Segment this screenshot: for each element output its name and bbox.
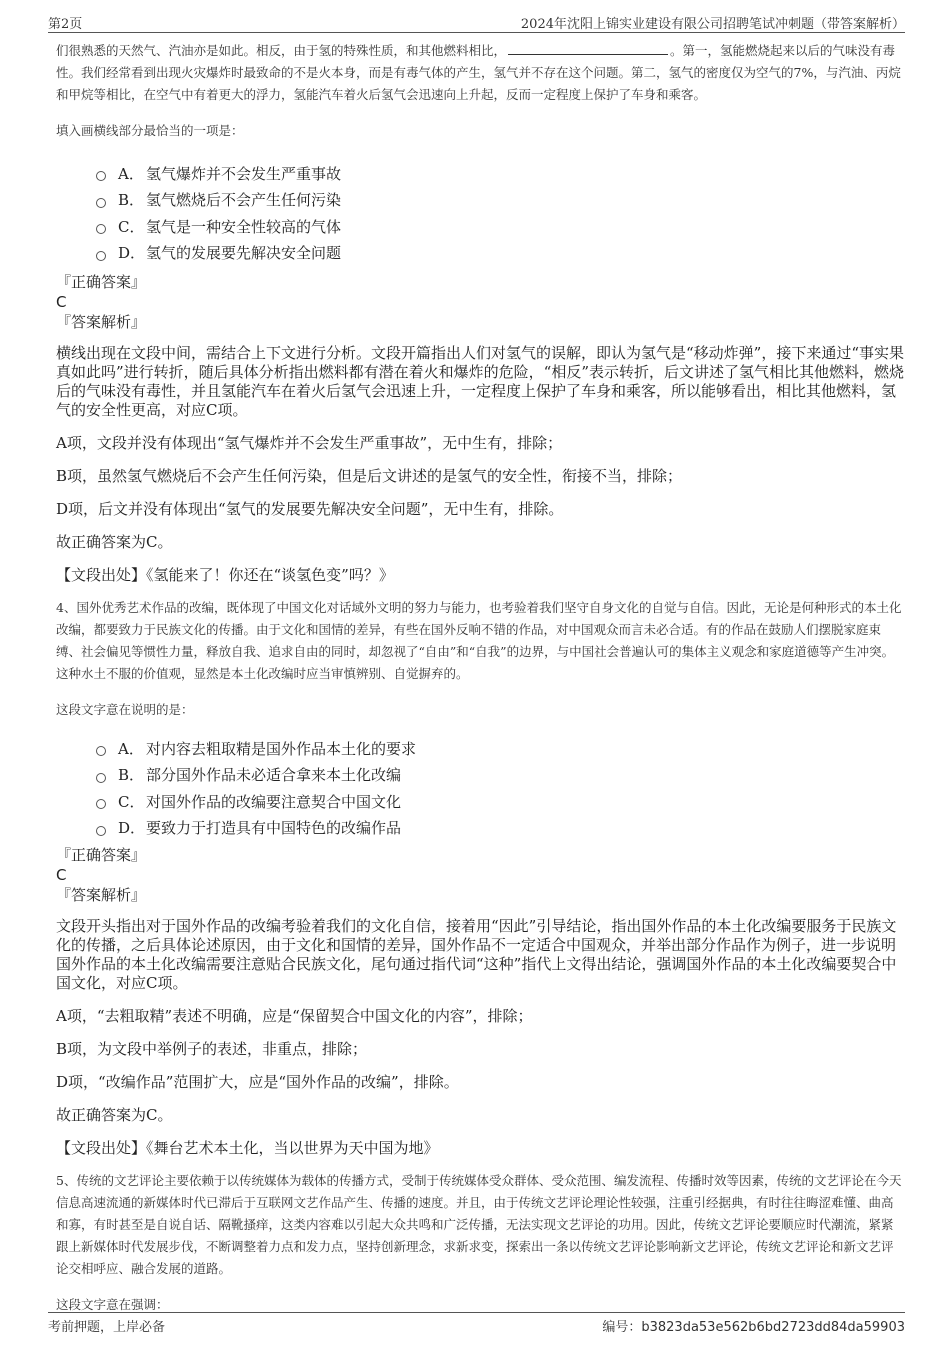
q3-analysis-label: 『答案解析』	[56, 313, 147, 331]
q4-option-c[interactable]: C． 对国外作品的改编要注意契合中国文化	[96, 788, 905, 815]
q4-option-a[interactable]: A． 对内容去粗取精是国外作品本土化的要求	[96, 735, 905, 762]
q4-conclusion: 故正确答案为C。	[56, 1106, 173, 1124]
main-content	[56, 40, 905, 1316]
q3-analysis-main: 横线出现在文段中间，需结合上下文进行分析。文段开篇指出人们对氢气的误解，即认为氢气是“移动炸弹”，接下来通过“事实果真如此吗”进行转折，随后具体分析指出燃料都有潜在着火和爆炸的危险，“相反”表示转折，后文讲述了氢气相比其他燃料，燃烧后的气味没有毒性，并且氢能汽车在着火后氢气会迅速上升，一定程度上保护了车身和乘客，所以能够看出，相比其他燃料，氢气的安全性更高，对应C项。	[56, 344, 905, 419]
q4-answer: C	[56, 866, 67, 884]
q4-prompt: 这段文字意在说明的是：	[56, 702, 194, 717]
q3-option-b[interactable]: B． 氢气燃烧后不会产生任何污染	[96, 187, 905, 214]
q4-analysis-main: 文段开头指出对于国外作品的改编考验着我们的文化自信，接着用“因此”引导结论，指出国外作品的本土化改编要服务于民族文化的传播，之后具体论述原因，由于文化和国情的差异，国外作品不一定适合中国观众，并举出部分作品作为例子，进一步说明国外作品的本土化改编需要注意贴合民族文化，尾句通过指代词“这种”指代上文得出结论，强调国外作品的本土化改编要契合中国文化，对应C项。	[56, 917, 897, 992]
q3-prompt: 填入画横线部分最恰当的一项是：	[56, 123, 244, 138]
footer-serial: 编号：b3823da53e562b6bd2723dd84da59903	[602, 1320, 905, 1335]
q4-options	[96, 735, 905, 841]
q3-analysis-b: B项，虽然氢气燃烧后不会产生任何污染，但是后文讲述的是氢气的安全性，衔接不当，排除；	[56, 467, 683, 485]
page-footer	[48, 1312, 905, 1335]
q3-source: 【文段出处】《氢能来了！你还在“谈氢色变”吗？》	[56, 566, 394, 584]
footer-slogan: 考前押题，上岸必备	[48, 1320, 166, 1335]
q4-source: 【文段出处】《舞台艺术本土化，当以世界为天中国为地》	[56, 1139, 439, 1157]
q3-analysis-a: A项，文段并没有体现出“氢气爆炸并不会发生严重事故”，无中生有，排除；	[56, 434, 563, 452]
document-title: 2024年沈阳上锦实业建设有限公司招聘笔试冲刺题（带答案解析）	[520, 17, 905, 32]
q3-answer-label: 『正确答案』	[56, 273, 147, 291]
q3-answer: C	[56, 293, 67, 311]
q3-passage-part1: 们很熟悉的天然气、汽油亦是如此。相反，由于氢的特殊性质，和其他燃料相比，	[56, 43, 507, 58]
q4-answer-label: 『正确答案』	[56, 846, 147, 864]
radio-icon[interactable]	[96, 198, 106, 208]
q3-options	[96, 160, 905, 266]
radio-icon[interactable]	[96, 826, 106, 836]
q4-option-d[interactable]: D． 要致力于打造具有中国特色的改编作品	[96, 815, 905, 842]
page-number: 第2页	[48, 17, 83, 32]
q4-analysis-a: A项，“去粗取精”表述不明确，应是“保留契合中国文化的内容”，排除；	[56, 1007, 533, 1025]
q3-option-a[interactable]: A． 氢气爆炸并不会发生严重事故	[96, 160, 905, 187]
q4-analysis-d: D项，“改编作品”范围扩大，应是“国外作品的改编”，排除。	[56, 1073, 459, 1091]
radio-icon[interactable]	[96, 251, 106, 261]
q4-passage: 4、国外优秀艺术作品的改编，既体现了中国文化对话域外文明的努力与能力，也考验着我们坚守自身文化的自觉与自信。因此，无论是何种形式的本土化改编，都要致力于民族文化的传播。由于文化和国情的差异，有些在国外反响不错的作品，对中国观众而言未必合适。有的作品在鼓励人们摆脱家庭束缚、社会偏见等惯性力量，释放自我、追求自由的同时，却忽视了“自由”和“自我”的边界，与中国社会普遍认可的集体主义观念和家庭道德等产生冲突。这种水土不服的价值观，显然是本土化改编时应当审慎辨别、自觉摒弃的。	[56, 600, 902, 681]
q5-passage: 5、传统的文艺评论主要依赖于以传统媒体为载体的传播方式，受制于传统媒体受众群体、受众范围、编发流程、传播时效等因素，传统的文艺评论在今天信息高速流通的新媒体时代已滞后于互联网文艺作品产生、传播的速度。并且，由于传统文艺评论理论性较强，注重引经据典，有时往往晦涩难懂、曲高和寡，有时甚至是自说自话、隔靴搔痒，这类内容难以引起大众共鸣和广泛传播，无法实现文艺评论的功用。因此，传统文艺评论要顺应时代潮流，紧紧跟上新媒体时代发展步伐，不断调整着力点和发力点，坚持创新理念，求新求变，探索出一条以传统文艺评论影响新文艺评论，传统文艺评论和新文艺评论交相呼应、融合发展的道路。	[56, 1173, 902, 1276]
q3-option-d[interactable]: D． 氢气的发展要先解决安全问题	[96, 240, 905, 267]
radio-icon[interactable]	[96, 799, 106, 809]
q4-analysis-b: B项，为文段中举例子的表述，非重点，排除；	[56, 1040, 368, 1058]
q3-passage-part2: 。第一，氢能燃烧起来以后的气味没有毒性。我们经常看到出现火灾爆炸时最致命的不是火本身，而是有毒气体的产生，氢气并不存在这个问题。第二，氢气的密度仅为空气的7%，与汽油、丙烷和甲烷等相比，在空气中有着更大的浮力，氢能汽车着火后氢气会迅速向上升起，反而一定程度上保护了车身和乘客。	[56, 43, 901, 102]
q4-option-b[interactable]: B． 部分国外作品未必适合拿来本土化改编	[96, 762, 905, 789]
q5-prompt: 这段文字意在强调：	[56, 1297, 169, 1312]
q3-conclusion: 故正确答案为C。	[56, 533, 173, 551]
q4-analysis-label: 『答案解析』	[56, 886, 147, 904]
q3-blank	[508, 42, 668, 55]
radio-icon[interactable]	[96, 224, 106, 234]
radio-icon[interactable]	[96, 746, 106, 756]
radio-icon[interactable]	[96, 773, 106, 783]
page-header	[48, 10, 905, 33]
q3-analysis-d: D项，后文并没有体现出“氢气的发展要先解决安全问题”，无中生有，排除。	[56, 500, 564, 518]
q3-option-c[interactable]: C． 氢气是一种安全性较高的气体	[96, 213, 905, 240]
q3-passage	[56, 40, 905, 106]
radio-icon[interactable]	[96, 171, 106, 181]
